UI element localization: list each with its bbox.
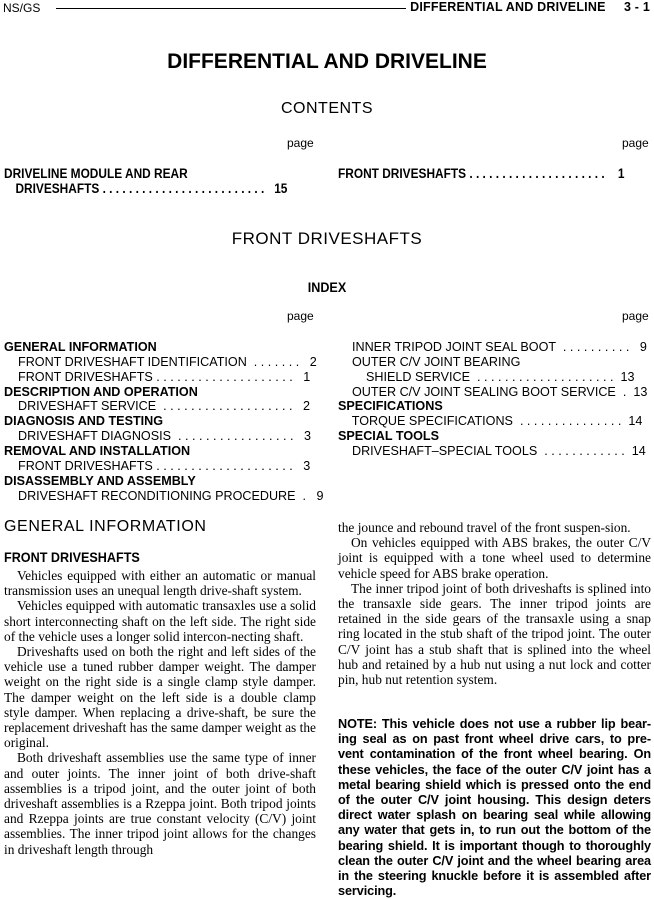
index-entry[interactable]: INNER TRIPOD JOINT SEAL BOOT . . . . . . . . . . 9 (338, 340, 647, 354)
toc-page-label-left: page (287, 136, 314, 150)
index-page-label-left: page (287, 309, 314, 323)
toc-entry-line: DRIVELINE MODULE AND REAR (4, 166, 188, 181)
paragraph: The inner tripod joint of both driveshafts is splined into the transaxle side gears. The inner tripod joints are retained in the side gears of the transaxle using a snap ring located in the stub shaft of the tripod joint. The outer C/V joint has a stub shaft that is splined into the wheel hub and retained by a hub nut using a nut lock and cotter pin, hub nut retention system. (338, 580, 651, 688)
toc-entry-front-driveshafts[interactable]: FRONT DRIVESHAFTS . . . . . . . . . . . . . . . . . . . . . 1 (338, 166, 625, 181)
index-entry[interactable]: TORQUE SPECIFICATIONS . . . . . . . . . . . . . . . 14 (338, 414, 643, 429)
section-title: FRONT DRIVESHAFTS (231, 229, 423, 248)
index-entry[interactable]: FRONT DRIVESHAFTS . . . . . . . . . . . . . . . . . . . . 3 (4, 458, 311, 473)
paragraph: Driveshafts used on both the right and left sides of the vehicle use a tuned rubber damper weight. The damper weight on the right side is a single clamp style damper. The damper weight on the left side is a double clamp style damper. When replacing a drive-shaft, be sure the replacement driveshaft has the same damper weight as the original. (4, 644, 316, 751)
general-information-heading: GENERAL INFORMATION (4, 518, 207, 535)
header-right-title: DIFFERENTIAL AND DRIVELINE 3 - 1 (410, 0, 650, 14)
paragraph: Vehicles equipped with automatic transaxles use a solid short interconnecting shaft on the left side. The right side of the vehicle uses a longer solid intercon-necting shaft. (4, 598, 316, 644)
index-section-heading: DISASSEMBLY AND ASSEMBLY (4, 473, 196, 488)
toc-entry-line: DRIVESHAFTS . . . . . . . . . . . . . . . . . . . . . . . . . 15 (15, 181, 288, 196)
index-entry[interactable]: DRIVESHAFT SERVICE . . . . . . . . . . . . . . . . . . . 2 (4, 399, 311, 414)
toc-page-label-right: page (622, 136, 649, 150)
index-page-label-right: page (622, 309, 649, 323)
paragraph: the jounce and rebound travel of the front suspen-sion. (338, 520, 631, 535)
index-heading: INDEX (307, 279, 347, 295)
index-entry[interactable]: SHIELD SERVICE . . . . . . . . . . . . . . . . . . . . 13 (338, 369, 635, 384)
page-title: DIFFERENTIAL AND DRIVELINE (167, 50, 487, 73)
toc-entry-driveline-module[interactable] (4, 166, 287, 196)
paragraph: Vehicles equipped with either an automatic or manual transmission uses an unequal length drive-shaft system. (4, 568, 316, 599)
index-entry[interactable]: OUTER C/V JOINT SEALING BOOT SERVICE . 13 (338, 384, 648, 399)
paragraph: On vehicles equipped with ABS brakes, the outer C/V joint is equipped with a tone wheel used to determine vehicle speed for ABS brake operation. (338, 535, 651, 581)
contents-heading: CONTENTS (281, 100, 373, 117)
index-section-heading: SPECIAL TOOLS (338, 429, 440, 444)
body-right-column (338, 520, 651, 687)
header-left-code: NS/GS (3, 1, 41, 15)
index-section-heading: GENERAL INFORMATION (4, 340, 157, 354)
paragraph: Both driveshaft assemblies use the same type of inner and outer joints. The inner joint of both drive-shaft assemblies is a tripod joint, and the outer joint of both driveshaft assemblies is a Rzeppa joint. Both tripod joints and Rzeppa joints are true constant velocity (C/V) joint assemblies. The inner tripod joint allows for the changes in driveshaft length through (4, 750, 316, 857)
index-entry[interactable]: OUTER C/V JOINT BEARING (338, 354, 521, 369)
index-entry[interactable]: FRONT DRIVESHAFT IDENTIFICATION . . . . . . . 2 (4, 354, 317, 369)
index-entry[interactable]: DRIVESHAFT DIAGNOSIS . . . . . . . . . . . . . . . . . 3 (4, 429, 311, 444)
body-left-column (4, 568, 316, 857)
index-section-heading: DIAGNOSIS AND TESTING (4, 414, 164, 429)
front-driveshafts-subheading: FRONT DRIVESHAFTS (4, 549, 140, 565)
index-section-heading: DESCRIPTION AND OPERATION (4, 384, 198, 399)
index-entry[interactable]: DRIVESHAFT RECONDITIONING PROCEDURE . 9 (4, 488, 324, 503)
index-section-heading: SPECIFICATIONS (338, 399, 443, 414)
index-entry[interactable]: DRIVESHAFT–SPECIAL TOOLS . . . . . . . . . . . . 14 (338, 443, 646, 458)
page-header (0, 0, 654, 16)
note-block: NOTE: This vehicle does not use a rubber lip bear-ing seal as on past front wheel drive cars, to pre-vent contamination of the front wheel bearing. On these vehicles, the face of the outer C/V joint has a metal bearing shield which is pressed onto the end of the outer C/V joint housing. This design deters direct water splash on bearing seal while allowing any water that gets in, to run out the bottom of the bearing shield. It is important though to thoroughly clean the outer C/V joint and the wheel bearing area in the steering knuckle before it is assembled after servicing. (338, 717, 651, 899)
index-section-heading: REMOVAL AND INSTALLATION (4, 443, 191, 458)
index-entry[interactable]: FRONT DRIVESHAFTS . . . . . . . . . . . . . . . . . . . . 1 (4, 369, 311, 384)
header-rule (56, 8, 406, 9)
